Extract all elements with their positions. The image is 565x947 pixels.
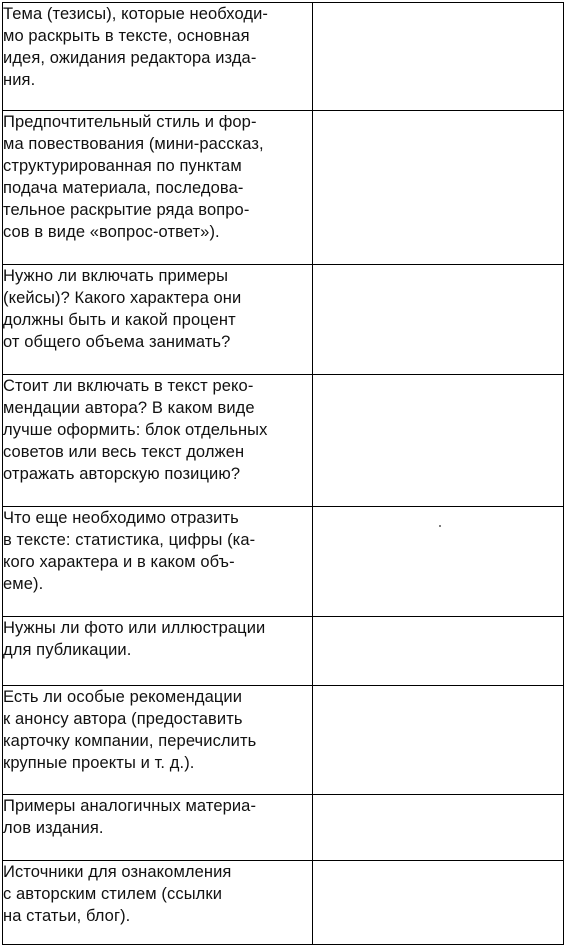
row-label: Нужны ли фото или иллюстрации для публикации. (3, 619, 266, 659)
stray-dot (439, 525, 441, 527)
table-row (3, 3, 564, 111)
row-label: Тема (тезисы), которые необходи- мо раскрыть в тексте, основная идея, ожидания редактора изда- ния. (3, 5, 269, 89)
row-value-cell (313, 617, 564, 686)
table-row (3, 861, 564, 945)
row-label: Что еще необходимо отразить в тексте: статистика, цифры (ка- кого характера и в каком объ- еме). (3, 509, 256, 593)
row-label: Стоит ли включать в текст реко- мендации автора? В каком виде лучше оформить: блок отдельных советов или весь текст должен отражать авторскую позицию? (3, 377, 268, 483)
row-value-cell (313, 3, 564, 111)
row-value-cell (313, 795, 564, 861)
table-row (3, 617, 564, 686)
row-value-cell (313, 375, 564, 507)
row-value-cell (313, 686, 564, 795)
row-label: Предпочтительный стиль и фор- ма повествования (мини-рассказ, структурированная по пунктам подача материала, последова- тельное раскрытие ряда вопро- сов в виде «вопрос-ответ»). (3, 113, 264, 241)
brief-table (2, 2, 564, 945)
row-label-cell (3, 686, 313, 795)
table-row (3, 375, 564, 507)
row-label-cell (3, 617, 313, 686)
table-row (3, 795, 564, 861)
row-label-cell (3, 3, 313, 111)
row-label: Источники для ознакомления с авторским стилем (ссылки на статьи, блог). (3, 863, 232, 925)
row-value-cell (313, 265, 564, 375)
row-label-cell (3, 507, 313, 617)
table-row (3, 507, 564, 617)
row-label-cell (3, 111, 313, 265)
row-label: Нужно ли включать примеры (кейсы)? Какого характера они должны быть и какой процент от общего объема занимать? (3, 267, 242, 351)
row-label-cell (3, 375, 313, 507)
row-label: Примеры аналогичных материа- лов издания. (3, 797, 257, 837)
row-label: Есть ли особые рекомендации к анонсу автора (предоставить карточку компании, перечислить крупные проекты и т. д.). (3, 688, 257, 772)
row-value-cell (313, 861, 564, 945)
row-label-cell (3, 861, 313, 945)
row-value-cell (313, 111, 564, 265)
row-value-cell (313, 507, 564, 617)
table-row (3, 111, 564, 265)
row-label-cell (3, 795, 313, 861)
table-row (3, 686, 564, 795)
table-row (3, 265, 564, 375)
row-label-cell (3, 265, 313, 375)
